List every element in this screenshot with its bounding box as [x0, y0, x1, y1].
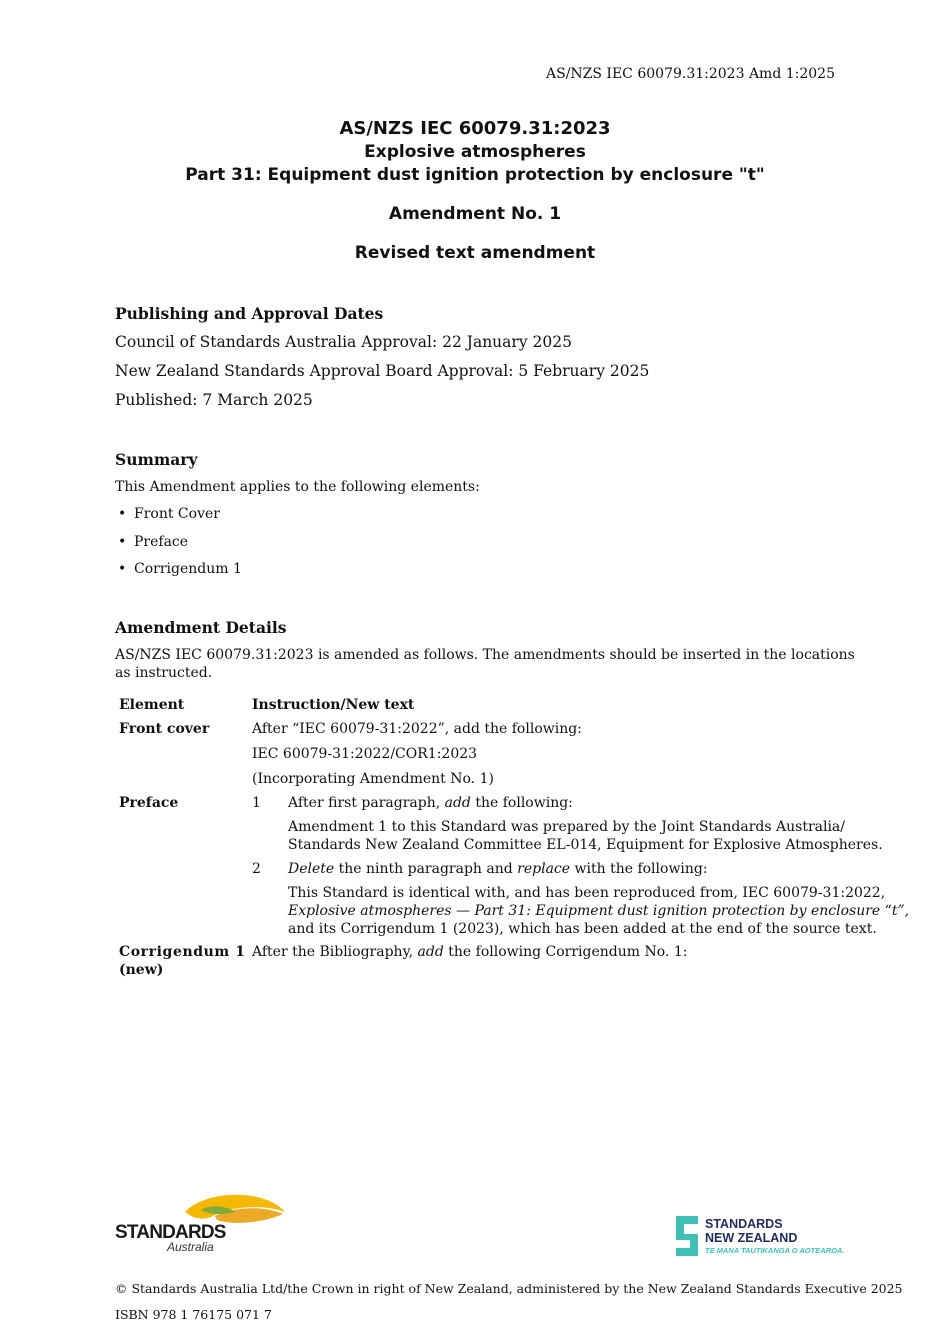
instruction-text: the following:: [470, 795, 573, 811]
preface-instruction-2: [288, 861, 708, 877]
details-intro-line2: as instructed.: [115, 665, 213, 681]
amendment-number: Amendment No. 1: [388, 204, 562, 224]
bullet-marker: •: [118, 561, 127, 577]
preface-new-text-2-line2: Explosive atmospheres — Part 31: Equipment dust ignition protection by enclosure “t”,: [288, 903, 910, 919]
front-cover-new-text: IEC 60079-31:2022/COR1:2023: [252, 746, 478, 762]
row-element-corrigendum-new: (new): [119, 962, 164, 978]
row-element-corrigendum: Corrigendum 1: [119, 944, 246, 960]
instruction-emphasis: add: [444, 795, 471, 811]
corrigendum-instruction: [252, 944, 687, 960]
footer-copyright: © Standards Australia Ltd/the Crown in right of New Zealand, administered by the New Zealand Standards Executive 2025: [115, 1281, 903, 1296]
summary-item: Corrigendum 1: [134, 561, 242, 577]
nz-logo-line2: NEW ZEALAND: [705, 1231, 798, 1245]
details-intro-line1: AS/NZS IEC 60079.31:2023 is amended as follows. The amendments should be inserted in the locations: [115, 647, 855, 663]
standards-australia-logo: [115, 1190, 290, 1255]
summary-item: Preface: [134, 534, 189, 550]
nz-logo-mark: [676, 1216, 698, 1256]
instruction-text: After the Bibliography,: [252, 944, 418, 960]
row-element-preface: Preface: [119, 795, 179, 811]
bullet-marker: •: [118, 534, 127, 550]
instruction-text: with the following:: [570, 861, 708, 877]
preface-item-number: 2: [252, 861, 261, 877]
nz-board-approval: New Zealand Standards Approval Board Approval: 5 February 2025: [115, 362, 650, 380]
nz-logo-line3: TE MANA TAUTIKANGA O AOTEAROA.: [705, 1246, 845, 1255]
preface-new-text-1-line2: Standards New Zealand Committee EL-014, Equipment for Explosive Atmospheres.: [288, 837, 883, 853]
front-cover-instruction: After “IEC 60079-31:2022”, add the following:: [252, 721, 582, 737]
instruction-emphasis: replace: [517, 861, 571, 877]
column-header-element: Element: [119, 697, 185, 713]
column-header-instruction: Instruction/New text: [252, 697, 415, 713]
instruction-emphasis: add: [417, 944, 444, 960]
summary-heading: Summary: [115, 450, 198, 469]
amendment-type: Revised text amendment: [354, 243, 596, 263]
details-heading: Amendment Details: [115, 618, 287, 637]
footer-isbn: ISBN 978 1 76175 071 7: [115, 1307, 272, 1322]
preface-item-number: 1: [252, 795, 261, 811]
standards-new-zealand-logo: [676, 1216, 851, 1261]
sa-logo-sub: Australia: [167, 1240, 214, 1254]
instruction-text: the following Corrigendum No. 1:: [443, 944, 688, 960]
front-cover-incorporating: (Incorporating Amendment No. 1): [252, 771, 494, 787]
summary-item: Front Cover: [134, 506, 220, 522]
published-date: Published: 7 March 2025: [115, 391, 313, 409]
standard-number-title: AS/NZS IEC 60079.31:2023: [339, 118, 611, 139]
bullet-marker: •: [118, 506, 127, 522]
standard-part-title: Part 31: Equipment dust ignition protection by enclosure "t": [185, 165, 765, 185]
sa-logo-word: STANDARDS: [115, 1222, 226, 1243]
council-approval: Council of Standards Australia Approval: 22 January 2025: [115, 333, 572, 351]
preface-new-text-1-line1: Amendment 1 to this Standard was prepared by the Joint Standards Australia/: [288, 819, 845, 835]
row-element-front-cover: Front cover: [119, 721, 210, 737]
document-reference: AS/NZS IEC 60079.31:2023 Amd 1:2025: [546, 66, 835, 82]
instruction-text: the ninth paragraph and: [334, 861, 518, 877]
preface-new-text-2-line3: and its Corrigendum 1 (2023), which has been added at the end of the source text.: [288, 921, 877, 937]
instruction-emphasis: Delete: [288, 861, 335, 877]
summary-intro: This Amendment applies to the following elements:: [115, 479, 480, 495]
preface-new-text-2-line1: This Standard is identical with, and has been reproduced from, IEC 60079-31:2022,: [288, 885, 886, 901]
nz-logo-line1: STANDARDS: [705, 1217, 783, 1231]
standard-subject-title: Explosive atmospheres: [364, 142, 586, 162]
publishing-heading: Publishing and Approval Dates: [115, 304, 384, 323]
preface-instruction-1: [288, 795, 573, 811]
instruction-text: After first paragraph,: [288, 795, 445, 811]
